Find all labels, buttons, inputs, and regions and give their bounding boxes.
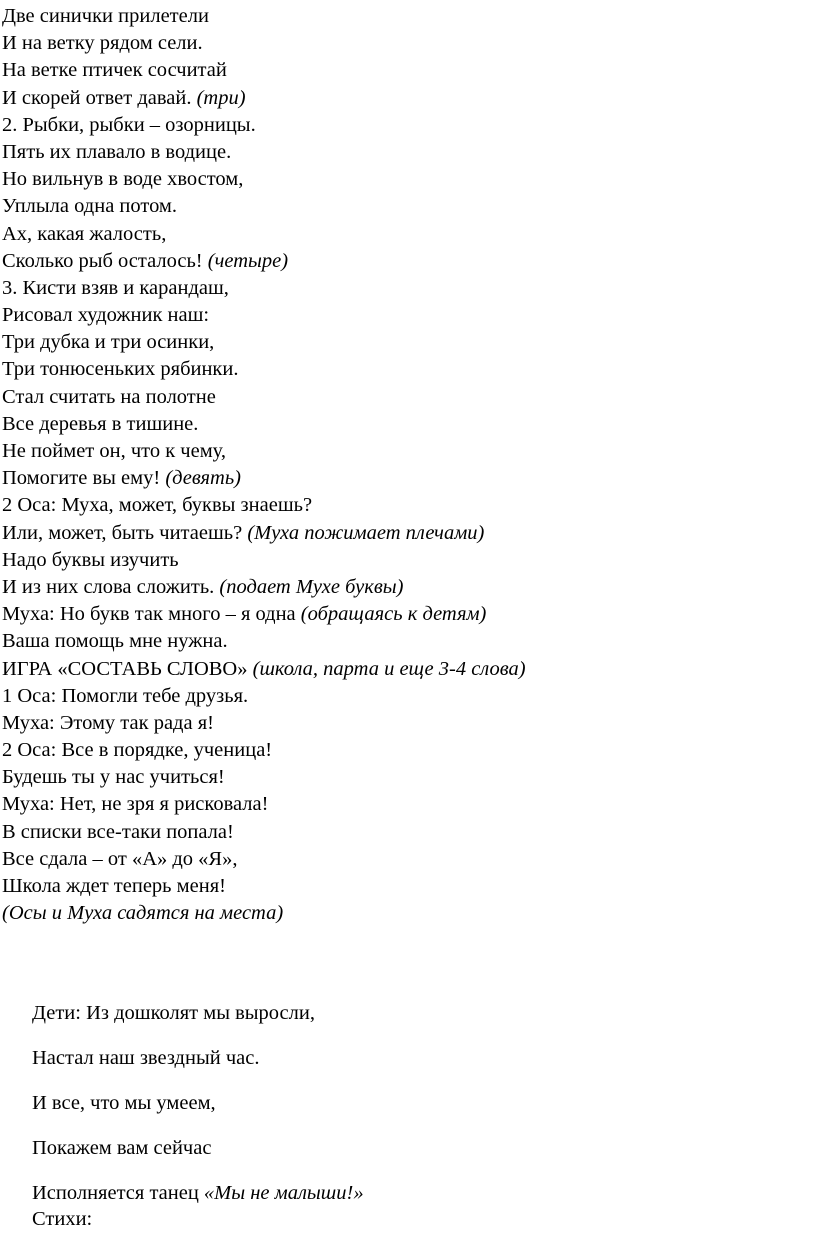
poem-line-italic-note: (школа, парта и еще 3-4 слова) (252, 657, 526, 680)
poem-line (2, 193, 526, 220)
poem-line (2, 737, 526, 764)
poem-line-italic-note: (обращаясь к детям) (300, 603, 487, 626)
poem-line (2, 465, 526, 492)
poem-line (2, 57, 526, 84)
poem-line (2, 166, 526, 193)
poem-text-block (2, 3, 526, 927)
poem-line (2, 683, 526, 710)
poem-line (2, 112, 526, 139)
poem-line-text: Три тонюсеньких рябинки. (2, 358, 239, 381)
poem-line (2, 275, 526, 302)
children-line (32, 1176, 364, 1206)
children-line-text: Настал наш звездный час. (32, 1047, 260, 1069)
poem-line-italic-note: (Муха пожимает плечами) (247, 521, 485, 544)
poem-line-italic-note: (девять) (165, 467, 241, 490)
poem-line (2, 3, 526, 30)
poem-line (2, 248, 526, 275)
poem-line (2, 656, 526, 683)
poem-line-text: ИГРА «СОСТАВЬ СЛОВО» (2, 657, 253, 680)
poem-line-text: И скорей ответ давай. (2, 86, 197, 109)
poem-line-italic-note: (подает Мухе буквы) (219, 575, 404, 598)
children-line (32, 1131, 364, 1176)
poem-line-text: Уплыла одна потом. (2, 195, 178, 218)
poem-line-text: Или, может, быть читаешь? (2, 521, 248, 544)
poem-line-text: 2. Рыбки, рыбки – озорницы. (2, 113, 256, 136)
poem-line (2, 85, 526, 112)
poem-line-text: Надо буквы изучить (2, 548, 179, 571)
poem-line (2, 819, 526, 846)
children-line-text: Покажем вам сейчас (32, 1137, 212, 1159)
poem-line-text: 3. Кисти взяв и карандаш, (2, 276, 229, 299)
children-line-text: И все, что мы умеем, (32, 1092, 216, 1114)
poem-line (2, 384, 526, 411)
poem-line-text: Стал считать на полотне (2, 385, 216, 408)
children-text-block (32, 996, 364, 1233)
poem-line-text: Но вильнув в воде хвостом, (2, 168, 244, 191)
poem-line-text: Будешь ты у нас учиться! (2, 766, 225, 789)
poem-line (2, 601, 526, 628)
poem-line-text: 2 Оса: Муха, может, буквы знаешь? (2, 494, 313, 517)
poem-line-text: Сколько рыб осталось! (2, 249, 208, 272)
poem-line-text: И на ветку рядом сели. (2, 32, 203, 55)
poem-line-text: Ах, какая жалость, (2, 222, 167, 245)
poem-line-text: Все деревья в тишине. (2, 412, 199, 435)
poem-line-text: Муха: Нет, не зря я рисковала! (2, 793, 269, 816)
poem-line-italic-note: (Осы и Муха садятся на места) (2, 902, 284, 925)
children-line (32, 996, 364, 1041)
poem-line-text: 2 Оса: Все в порядке, ученица! (2, 739, 273, 762)
poem-line (2, 221, 526, 248)
poem-line (2, 628, 526, 655)
children-line-italic-note: «Мы не малыши!» (203, 1182, 364, 1204)
poem-line-text: Помогите вы ему! (2, 467, 166, 490)
poem-line-text: Не поймет он, что к чему, (2, 440, 227, 462)
poem-line (2, 356, 526, 383)
children-line (32, 1041, 364, 1086)
poem-line-text: И из них слова сложить. (2, 575, 220, 598)
poem-line-text: Две синички прилетели (2, 5, 209, 27)
poem-line (2, 846, 526, 873)
poem-line (2, 574, 526, 601)
poem-line (2, 791, 526, 818)
poem-line (2, 438, 526, 465)
poem-line (2, 547, 526, 574)
poem-line-text: Три дубка и три осинки, (2, 331, 215, 354)
poem-line (2, 764, 526, 791)
poem-line-text: На ветке птичек сосчитай (2, 59, 227, 82)
poem-line (2, 873, 526, 900)
poem-line (2, 520, 526, 547)
poem-line (2, 710, 526, 737)
children-line-text: Стихи: (32, 1208, 93, 1230)
poem-line (2, 329, 526, 356)
poem-line-text: Пять их плавало в водице. (2, 140, 232, 163)
children-line-text: Дети: Из дошколят мы выросли, (32, 1002, 315, 1024)
poem-line-text: Рисовал художник наш: (2, 304, 210, 327)
poem-line-text: Все сдала – от «А» до «Я», (2, 847, 238, 870)
poem-line-text: Муха: Этому так рада я! (2, 711, 214, 734)
poem-line (2, 139, 526, 166)
poem-line (2, 492, 526, 519)
poem-line-text: Муха: Но букв так много – я одна (2, 603, 301, 626)
children-line (32, 1086, 364, 1131)
poem-line (2, 900, 526, 927)
poem-line-text: 1 Оса: Помогли тебе друзья. (2, 684, 249, 707)
poem-line-text: В списки все-таки попала! (2, 820, 234, 843)
poem-line (2, 411, 526, 438)
children-line (32, 1206, 364, 1233)
poem-line (2, 302, 526, 329)
poem-line-text: Ваша помощь мне нужна. (2, 630, 228, 653)
poem-line-italic-note: (четыре) (207, 249, 289, 272)
poem-line-italic-note: (три) (196, 86, 246, 109)
poem-line (2, 30, 526, 57)
poem-line-text: Школа ждет теперь меня! (2, 875, 226, 897)
children-line-text: Исполняется танец (32, 1182, 204, 1204)
